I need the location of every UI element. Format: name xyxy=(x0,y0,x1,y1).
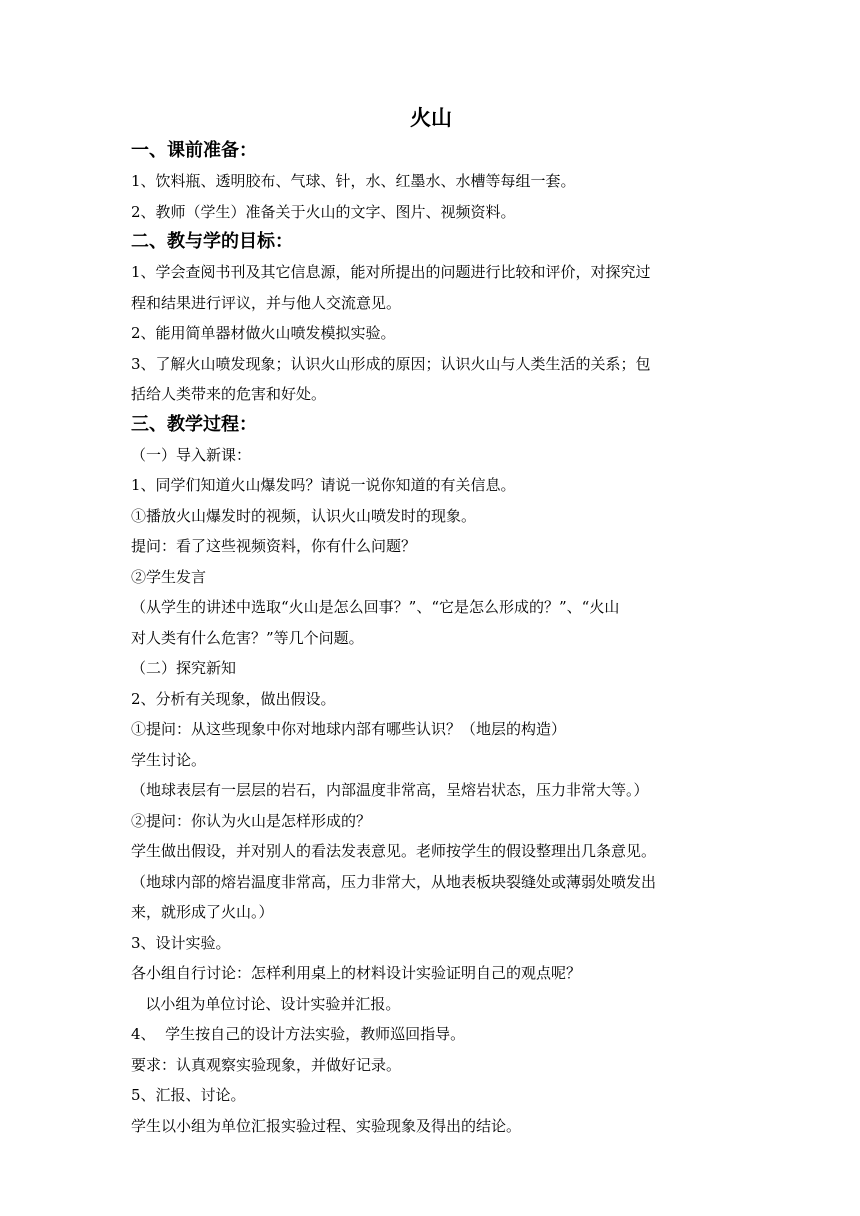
text-line: （一）导入新课： xyxy=(131,445,252,464)
text-line: 要求：认真观察实验现象，并做好记录。 xyxy=(131,1055,402,1074)
section-heading: 三、教学过程： xyxy=(131,413,257,435)
text-line: ①播放火山爆发时的视频，认识火山喷发时的现象。 xyxy=(131,506,477,525)
text-line: 提问：看了这些视频资料，你有什么问题？ xyxy=(131,537,417,555)
text-line: 程和结果进行评议，并与他人交流意见。 xyxy=(131,293,402,312)
text-line: 2、分析有关现象，做出假设。 xyxy=(131,689,336,708)
text-line: 3、了解火山喷发现象；认识火山形成的原因；认识火山与人类生活的关系；包 xyxy=(131,354,651,373)
document-content xyxy=(131,100,731,1141)
text-line: 对人类有什么危害？”等几个问题。 xyxy=(131,628,364,647)
document-title: 火山 xyxy=(410,105,452,130)
section-heading: 一、课前准备： xyxy=(131,140,257,161)
text-line: 学生讨论。 xyxy=(131,750,207,769)
text-line: 以小组为单位讨论、设计实验并汇报。 xyxy=(131,994,401,1013)
text-line: 1、学会查阅书刊及其它信息源，能对所提出的问题进行比较和评价，对探究过 xyxy=(131,263,651,281)
text-line: 学生做出假设，并对别人的看法发表意见。老师按学生的假设整理出几条意见。 xyxy=(131,842,657,860)
text-line: ②提问：你认为火山是怎样形成的？ xyxy=(131,811,372,830)
text-line: 学生以小组为单位汇报实验过程、实验现象及得出的结论。 xyxy=(131,1116,522,1135)
section-process xyxy=(131,410,731,1142)
text-line: 5、汇报、讨论。 xyxy=(131,1086,246,1104)
text-line: 1、饮料瓶、透明胶布、气球、针，水、红墨水、水槽等每组一套。 xyxy=(131,172,576,190)
text-line: 2、教师（学生）准备关于火山的文字、图片、视频资料。 xyxy=(131,202,516,221)
text-line: （地球表层有一层层的岩石，内部温度非常高，呈熔岩状态，压力非常大等。） xyxy=(131,781,649,799)
text-line: 1、同学们知道火山爆发吗？请说一说你知道的有关信息。 xyxy=(131,476,516,494)
text-line: ①提问：从这些现象中你对地球内部有哪些认识？（地层的构造） xyxy=(131,720,567,738)
text-line: （从学生的讲述中选取“火山是怎么回事？”、“它是怎么形成的？”、“火山 xyxy=(131,598,620,616)
text-line: 来，就形成了火山。） xyxy=(131,903,274,921)
text-line: 3、设计实验。 xyxy=(131,933,231,952)
text-line: 各小组自行讨论：怎样利用桌上的材料设计实验证明自己的观点呢？ xyxy=(131,964,582,982)
text-line: （二）探究新知 xyxy=(131,659,237,677)
text-line: 2、能用简单器材做火山喷发模拟实验。 xyxy=(131,324,396,342)
section-preparation xyxy=(131,136,731,227)
section-heading: 二、教与学的目标： xyxy=(131,231,293,252)
text-line: （地球内部的熔岩温度非常高，压力非常大，从地表板块裂缝处或薄弱处喷发出 xyxy=(131,872,657,891)
text-line: 4、 学生按自己的设计方法实验，教师巡回指导。 xyxy=(131,1025,466,1043)
text-line: ②学生发言 xyxy=(131,567,207,586)
section-objectives xyxy=(131,227,731,410)
text-line: 括给人类带来的危害和好处。 xyxy=(131,385,327,403)
